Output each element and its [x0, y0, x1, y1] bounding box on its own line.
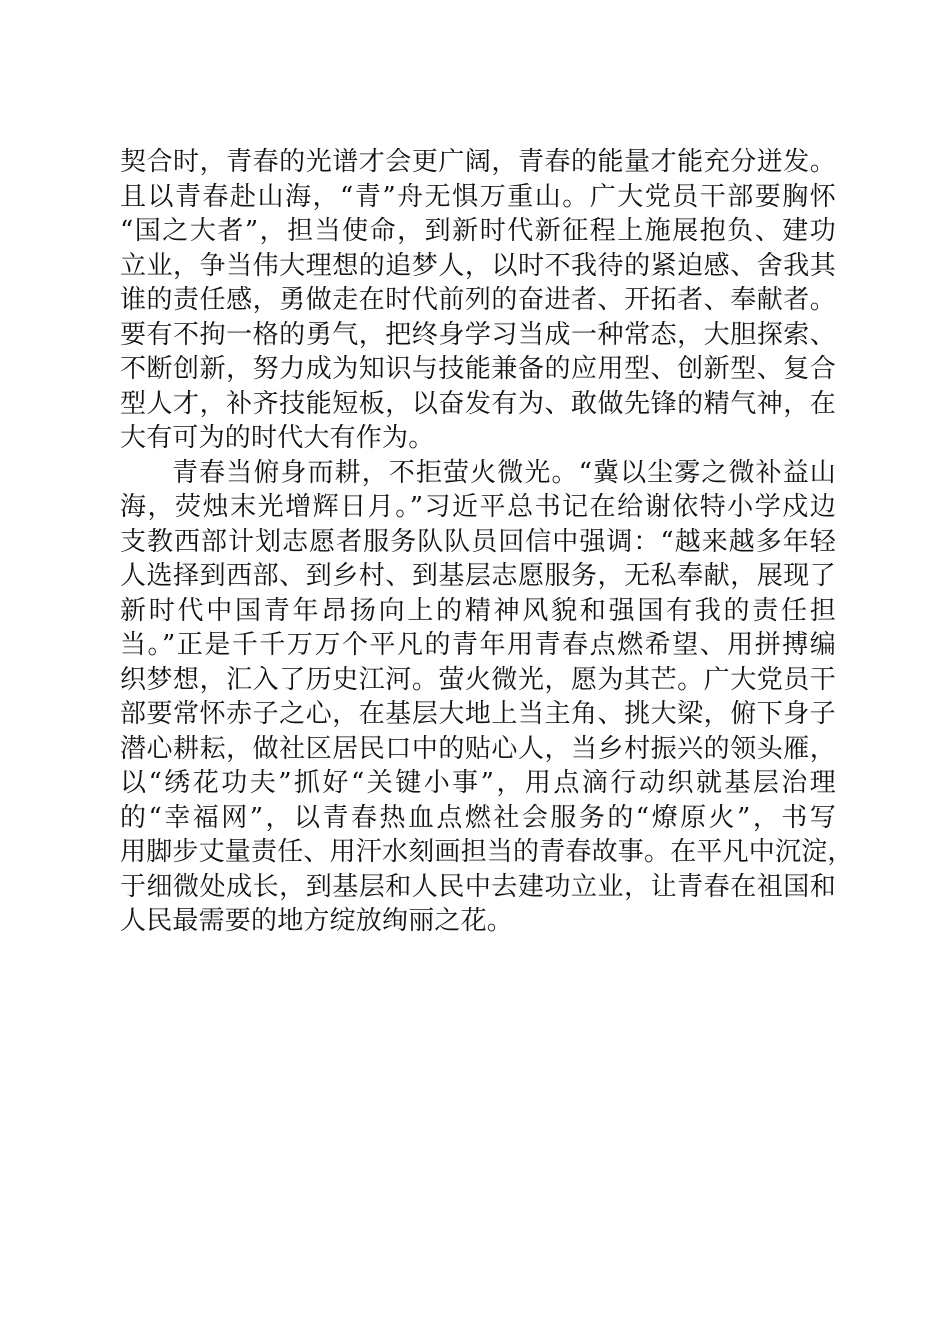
text-line: 支教西部计划志愿者服务队队员回信中强调：“越来越多年轻 [120, 526, 836, 557]
text-line: 且以青春赴山海，“青”舟无惧万重山。广大党员干部要胸怀 [120, 181, 836, 212]
text-line: “国之大者”，担当使命，到新时代新征程上施展抱负、建功 [120, 216, 836, 246]
text-line: 立业，争当伟大理想的追梦人，以时不我待的紧迫感、舍我其 [120, 250, 836, 281]
text-line: 当。”正是千千万万个平凡的青年用青春点燃希望、用拼搏编 [120, 630, 836, 660]
text-line: 以“绣花功夫”抓好“关键小事”，用点滴行动织就基层治理 [120, 768, 836, 798]
text-line: 谁的责任感，勇做走在时代前列的奋进者、开拓者、奉献者。 [120, 285, 836, 315]
document-body [120, 145, 854, 939]
text-line: 海，荧烛末光增辉日月。”习近平总书记在给谢依特小学戍边 [120, 492, 836, 522]
paragraph-1 [120, 145, 836, 456]
text-line: 要有不拘一格的勇气，把终身学习当成一种常态，大胆探索、 [120, 319, 836, 350]
text-line: 契合时，青春的光谱才会更广阔，青春的能量才能充分迸发。 [120, 147, 836, 177]
text-line: 新时代中国青年昂扬向上的精神风貌和强国有我的责任担 [120, 595, 836, 626]
text-line: 人民最需要的地方绽放绚丽之花。 [120, 906, 514, 936]
text-line: 大有可为的时代大有作为。 [120, 423, 435, 453]
text-line: 织梦想，汇入了历史江河。萤火微光，愿为其芒。广大党员干 [120, 664, 836, 695]
text-line: 潜心耕耘，做社区居民口中的贴心人，当乡村振兴的领头雁， [120, 733, 836, 764]
text-line: 部要常怀赤子之心，在基层大地上当主角、挑大梁，俯下身子 [120, 699, 836, 729]
text-line: 用脚步丈量责任、用汗水刻画担当的青春故事。在平凡中沉淀， [120, 837, 854, 867]
text-line: 型人才，补齐技能短板，以奋发有为、敢做先锋的精气神，在 [120, 388, 836, 419]
paragraph-2 [120, 456, 854, 939]
text-line: 人选择到西部、到乡村、到基层志愿服务，无私奉献，展现了 [120, 561, 836, 591]
text-line: 于细微处成长，到基层和人民中去建功立业，让青春在祖国和 [120, 871, 836, 902]
text-line: 的“幸福网”，以青春热血点燃社会服务的“燎原火”，书写 [120, 802, 836, 833]
text-line: 青春当俯身而耕，不拒萤火微光。“冀以尘雾之微补益山 [172, 457, 836, 488]
text-line: 不断创新，努力成为知识与技能兼备的应用型、创新型、复合 [120, 354, 836, 384]
